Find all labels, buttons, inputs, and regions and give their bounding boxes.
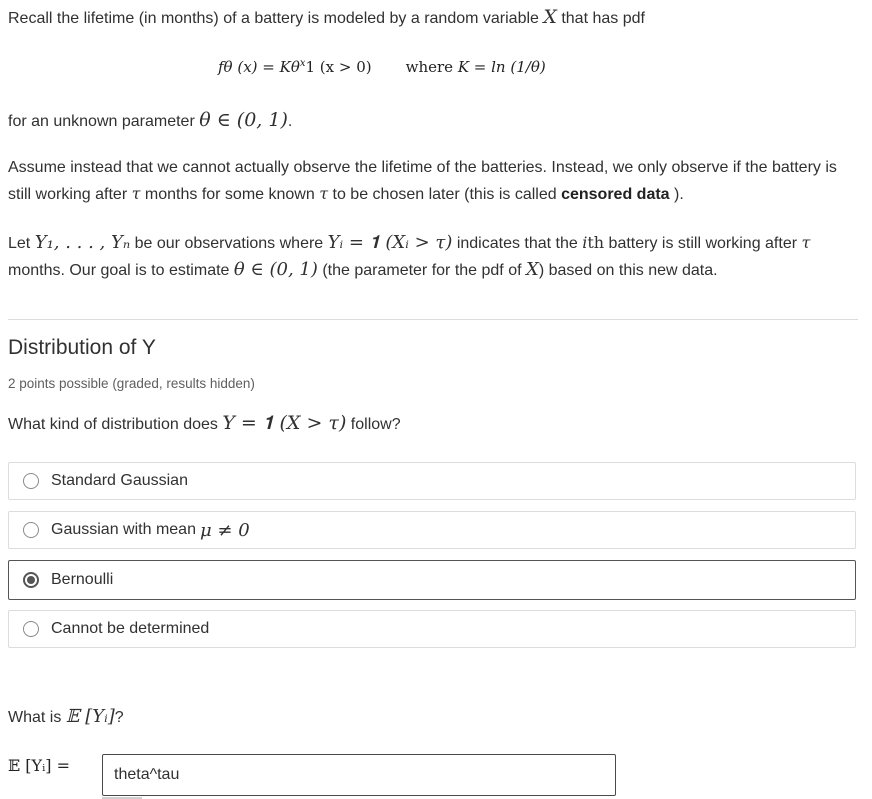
option-label: Gaussian with mean bbox=[51, 521, 196, 538]
intro-text: Recall the lifetime (in months) of a battery is modeled by a random variable X that has pdf bbox=[8, 6, 645, 28]
observations-paragraph: Let Y₁, . . . , Yₙ be our observations where Yᵢ = 𝟏 (Xᵢ > τ) indicates that the ith battery is still working after τ months. Our goal is to estimate θ ∈ (0, 1) (the parameter for the pdf of X) based on this new data. bbox=[8, 232, 811, 280]
radio-button[interactable] bbox=[23, 621, 39, 637]
option-label: Cannot be determined bbox=[51, 620, 210, 637]
question-expectation: What is 𝔼 [Yᵢ]? bbox=[8, 706, 124, 727]
answer-input[interactable] bbox=[102, 754, 616, 796]
answer-label: 𝔼 [Yᵢ] = bbox=[8, 756, 71, 775]
assume-paragraph: Assume instead that we cannot actually observe the lifetime of the batteries. Instead, we only observe if the battery is still working after τ months for some known τ to be chosen later (this is called censored data ). bbox=[8, 159, 837, 203]
option-bernoulli[interactable] bbox=[8, 560, 856, 600]
option-label: Bernoulli bbox=[51, 571, 114, 588]
parameter-text: for an unknown parameter θ ∈ (0, 1). bbox=[8, 109, 293, 131]
problem-title: Distribution of Y bbox=[8, 336, 156, 359]
radio-button-selected[interactable] bbox=[23, 572, 39, 588]
option-standard-gaussian[interactable] bbox=[8, 462, 856, 500]
option-label: Standard Gaussian bbox=[51, 472, 188, 489]
question-distribution: What kind of distribution does Y = 𝟏 (X > τ) follow? bbox=[8, 412, 401, 434]
option-math: μ ≠ 0 bbox=[199, 519, 250, 541]
points-info: 2 points possible (graded, results hidden) bbox=[8, 376, 255, 391]
section-divider bbox=[8, 319, 858, 320]
radio-button[interactable] bbox=[23, 522, 39, 538]
option-gaussian-mean[interactable] bbox=[8, 511, 856, 549]
option-cannot-determine[interactable] bbox=[8, 610, 856, 648]
radio-button[interactable] bbox=[23, 473, 39, 489]
pdf-formula: fθ $(x) = K\theta^x1$ (x > 0) where K = ln (1/θ) bbox=[218, 58, 546, 76]
